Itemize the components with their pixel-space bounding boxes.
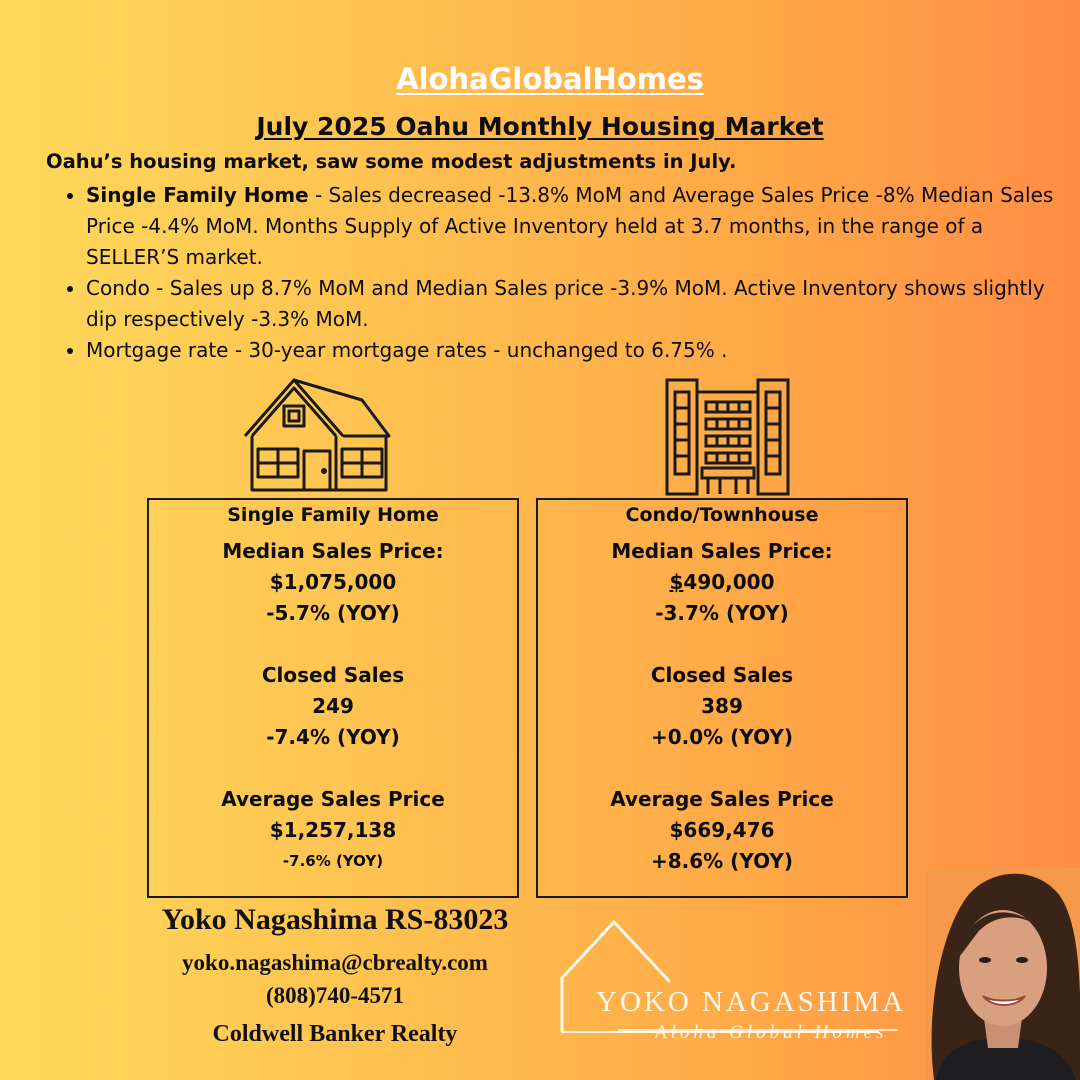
median-value bbox=[538, 567, 906, 598]
average-value: $1,257,138 bbox=[269, 818, 397, 842]
condo-building-icon bbox=[664, 378, 790, 496]
condo-stats-box bbox=[536, 498, 908, 898]
logo-subtitle: Aloha Global Homes bbox=[655, 1022, 888, 1043]
median-label: Median Sales Price: bbox=[611, 539, 833, 563]
company-name: Coldwell Banker Realty bbox=[212, 1021, 458, 1047]
page-title: July 2025 Oahu Monthly Housing Market bbox=[256, 112, 824, 141]
box-title: Condo/Townhouse bbox=[625, 504, 819, 526]
average-value: $669,476 bbox=[669, 818, 775, 842]
agent-name: Yoko Nagashima RS-83023 bbox=[161, 903, 509, 936]
closed-change: +0.0% (YOY) bbox=[650, 725, 793, 749]
agent-phone-link[interactable]: (808)740-4571 bbox=[266, 983, 404, 1008]
median-change: -5.7% (YOY) bbox=[266, 601, 400, 625]
box-title: Single Family Home bbox=[227, 504, 439, 526]
average-change: -7.6% (YOY) bbox=[282, 852, 384, 870]
average-label: Average Sales Price bbox=[610, 787, 834, 811]
bullet-lead: Single Family Home bbox=[86, 183, 309, 207]
agent-email-link[interactable]: yoko.nagashima@cbrealty.com bbox=[182, 950, 488, 975]
list-item bbox=[86, 180, 1066, 273]
median-label: Median Sales Price: bbox=[222, 539, 444, 563]
list-item: • Condo - Sales up 8.7% MoM and Median Sales price -3.9% MoM. Active Inventory shows slightly dip respectively -3.3% MoM. bbox=[86, 273, 1066, 335]
closed-change: -7.4% (YOY) bbox=[266, 725, 400, 749]
single-family-stats-box bbox=[147, 498, 519, 898]
average-change: +8.6% (YOY) bbox=[650, 849, 793, 873]
closed-value: 249 bbox=[312, 694, 354, 718]
list-item: • Mortgage rate - 30-year mortgage rates - unchanged to 6.75% . bbox=[86, 335, 1066, 366]
closed-label: Closed Sales bbox=[261, 663, 405, 687]
logo-name: YOKO NAGASHIMA bbox=[596, 986, 907, 1018]
agent-photo bbox=[926, 868, 1080, 1080]
intro-text: Oahu’s housing market, saw some modest adjustments in July. bbox=[46, 150, 737, 173]
median-change: -3.7% (YOY) bbox=[655, 601, 789, 625]
average-label: Average Sales Price bbox=[221, 787, 445, 811]
closed-label: Closed Sales bbox=[650, 663, 794, 687]
median-amount: 490,000 bbox=[683, 570, 775, 594]
median-currency: $ bbox=[669, 570, 684, 594]
house-icon bbox=[242, 378, 392, 493]
summary-list bbox=[44, 180, 1066, 366]
median-value: $1,075,000 bbox=[269, 570, 397, 594]
bullet-text: - Sales decreased -13.8% MoM and Average Sales Price -8% Median Sales Price -4.4% MoM. Months Supply of Active Inventory held at 3.7 months, in the range of a SELLER’S market. bbox=[86, 183, 1054, 269]
brand-title[interactable]: AlohaGlobalHomes bbox=[396, 62, 704, 96]
closed-value: 389 bbox=[701, 694, 743, 718]
